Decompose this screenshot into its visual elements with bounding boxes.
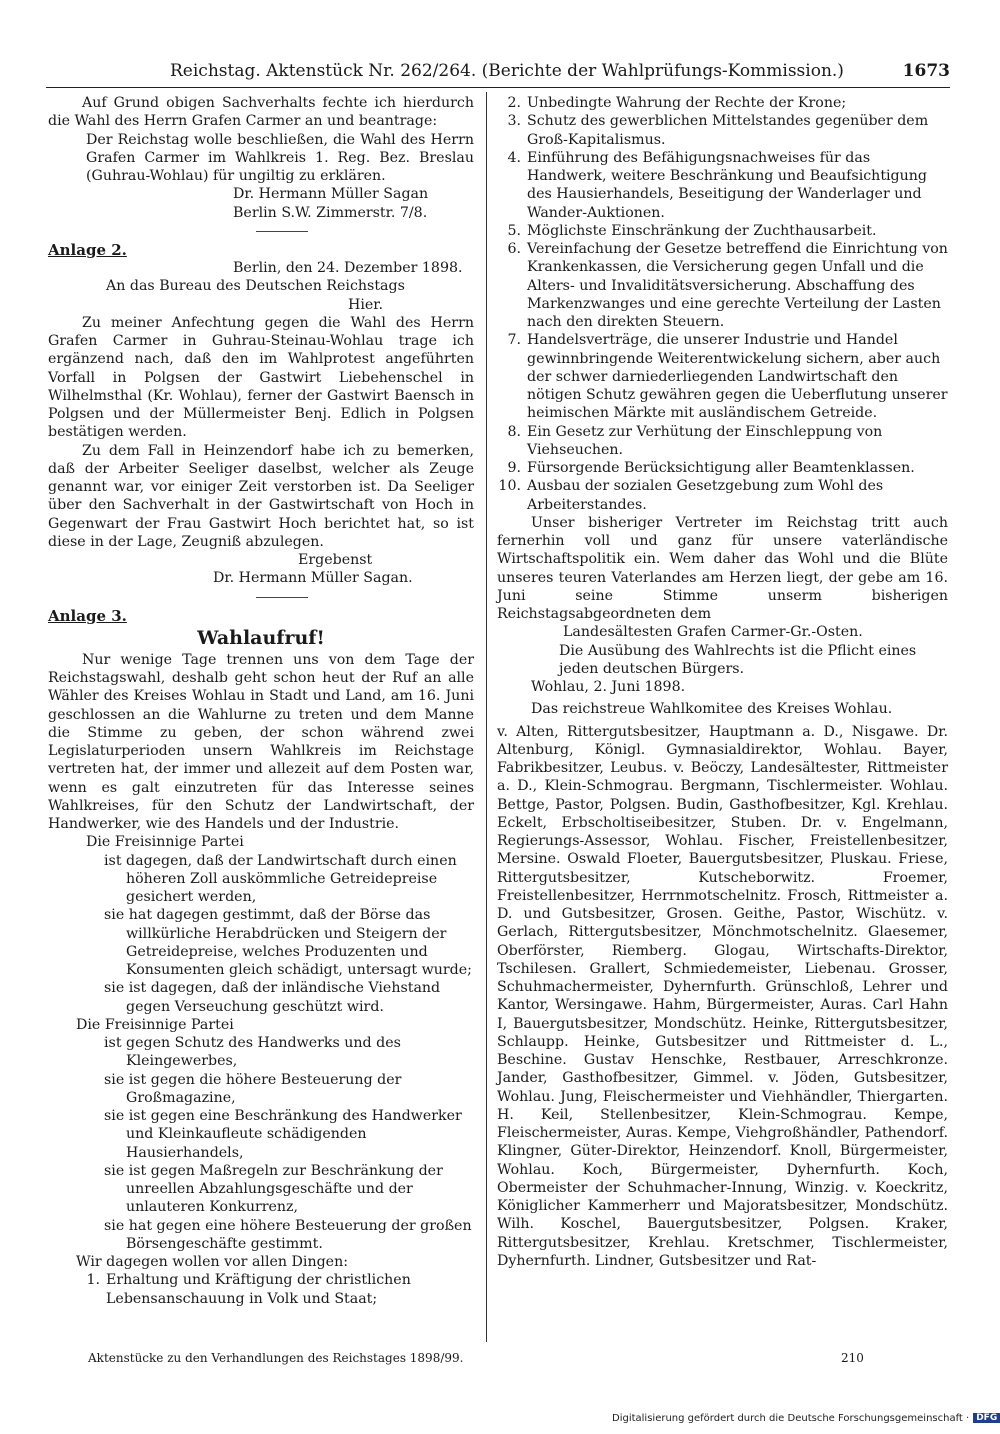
program-item-number: 6. (507, 241, 521, 257)
program-item-number: 3. (507, 113, 521, 130)
program-item-text: Ausbau der sozialen Gesetzgebung zum Wohl des Arbeiterstandes. (527, 478, 884, 513)
letter-signature: Dr. Hermann Müller Sagan. (213, 570, 413, 587)
appeal-heading: Wahlaufruf! (197, 626, 325, 649)
appeal-paragraph: Nur wenige Tage trennen uns von dem Tage der Reichstagswahl, deshalb geht schon heut der Ruf an alle Wähler des Kreises Wohlau in Stadt und Land, am 16. Juni geschlossen an die Wahlurne zu treten und dem Manne die Stimme zu geben, der schon während zwei Legislaturperioden unsern Wahlkreis im Reichstage vertreten hat, der immer und allezeit auf dem Posten war, wenn es galt einzutreten für das Interesse seines Wahlkreises, für den Schutz der Landwirtschaft, der Handwerker, wie des Handels und der Industrie. (48, 651, 474, 832)
party-2-label: Die Freisinnige Partei (76, 1016, 234, 1033)
program-item (497, 94, 948, 112)
signature-address: Berlin S.W. Zimmerstr. 7/8. (233, 204, 428, 221)
program-item (497, 112, 948, 149)
section-divider (256, 231, 308, 232)
footer-source: Aktenstücke zu den Verhandlungen des Reichstages 1898/99. (88, 1351, 464, 1365)
committee-heading: Das reichstreue Wahlkomitee des Kreises Wohlau. (531, 701, 893, 718)
letter-paragraph-2: Zu dem Fall in Heinzendorf habe ich zu bemerken, daß der Arbeiter Seeliger daselbst, welcher als Zeuge genannt war, vor einiger Zeit verstorben ist. Da Seeliger über den Sachverhalt in der Gastwirtschaft von Hoch in Gegenwart der Frau Gastwirt Hoch berichtet hat, so ist diese in der Lage, Zeugniß abzulegen. (48, 442, 474, 550)
committee-members: v. Alten, Rittergutsbesitzer, Hauptmann a. D., Nisgawe. Dr. Altenburg, Königl. Gymnasialdirektor, Wohlau. Bayer, Fabrikbesitzer, Leubus. v. Beöczy, Landesältester, Rittmeister a. D., Klein-Schmograu. Bergmann, Tischlermeister. Wohlau. Bettge, Pastor, Polgsen. Budin, Gasthofbesitzer, Kgl. Krehlau. Eckelt, Erbscholtiseibesitzer, Stuben. Dr. v. Engelmann, Regierungs-Assessor, Wohlau. Fischer, Freistellenbesitzer, Mersine. Oswald Floeter, Bauergutsbesitzer, Pluskau. Friese, Rittergutsbesitzer, Kutscheborwitz. Froemer, Freistellenbesitzer, Herrnmotschelnitz. Frosch, Rittmeister a. D. und Gutsbesitzer, Grosen. Geithe, Pastor, Wischütz. v. Gerlach, Rittergutsbesitzer, Mönchmotschelnitz. Glaesemer, Oberförster, Riemberg. Glogau, Wirtschafts-Direktor, Tschilesen. Grallert, Schmiedemeister, Liebenau. Grosser, Schuhmachermeister, Dyhernfurth. Grünschloß, Lehrer und Kantor, Wersingawe. Hahm, Bürgermeister, Auras. Carl Hahn I, Bauergutsbesitzer, Mondschütz. Heinke, Rittergutsbesitzer, Schlaupp. Heinke, Gutsbesitzer und Rittmeister d. L., Beschine. Gustav Henschke, Restbauer, Arreschkronze. Jander, Gasthofbesitzer, Gimmel. v. Jöden, Gutsbesitzer, Wohlau. Jung, Fleischermeister und Viehhändler, Thiergarten. H. Keil, Stellenbesitzer, Klein-Schmograu. Kempe, Fleischermeister, Auras. Kempe, Viehgroßhändler, Pathendorf. Klingner, Güter-Direktor, Heinzendorf. Knoll, Bürgermeister, Wohlau. Koch, Bürgermeister, Dyhernfurth. Koch, Obermeister der Schuhmacher-Innung, Winzig. v. Koeckritz, Königlicher Kammerherr und Majoratsbesitzer, Mondschütz. Wilh. Koschel, Bauergutsbesitzer, Polgsen. Kraker, Rittergutsbesitzer, Krehlau. Kretschmer, Tischlermeister, Dyhernfurth. Lindner, Gutsbesitzer und Rat- (497, 723, 948, 1269)
party-2-item: sie ist gegen die höhere Besteuerung der Großmagazine, (104, 1071, 402, 1106)
program-item-number: 4. (507, 149, 521, 166)
party-1-item: sie ist dagegen, daß der inländische Viehstand gegen Verseuchung geschützt wird. (104, 980, 441, 1015)
party-2-item: sie ist gegen Maßregeln zur Beschränkung der unreellen Abzahlungsgeschäfte und der unlauteren Konkurrenz, (104, 1162, 443, 1216)
program-item (497, 222, 948, 240)
party-2-item: sie ist gegen eine Beschränkung des Handwerker und Kleinkaufleute schädigenden Hausierhandels, (104, 1108, 462, 1161)
program-item-number: 2. (507, 95, 521, 111)
program-intro: Wir dagegen wollen vor allen Dingen: (76, 1254, 348, 1270)
program-item-number: 8. (507, 423, 521, 440)
letter-addressee: An das Bureau des Deutschen Reichstags (106, 278, 405, 295)
program-item-number: 9. (507, 460, 521, 476)
program-item-number: 7. (507, 332, 521, 349)
running-header (46, 56, 950, 86)
program-item (497, 459, 948, 477)
program-item-text: Erhaltung und Kräftigung der christlichen Lebensanschauung in Volk und Staat; (106, 1272, 411, 1307)
program-item (497, 240, 948, 331)
party-1-item: sie hat dagegen gestimmt, daß der Börse das willkürliche Herabdrücken und Steigern der Getreidepreise, welches Produzenten und Konsumenten gleich schädigt, untersagt wurde; (104, 907, 472, 978)
program-item-text: Handelsverträge, die unserer Industrie und Handel gewinnbringende Weiterentwickelung sichern, aber auch der schwer darniederliegenden Landwirtschaft den nötigen Schutz gewähren gegen die Ueberflutung unserer heimischen Märkte mit ausländischem Getreide. (527, 332, 948, 422)
motion-text: Der Reichstag wolle beschließen, die Wahl des Herrn Grafen Carmer im Wahlkreis 1. Reg. Bez. Breslau (Guhrau-Wohlau) für ungiltig zu erklären. (86, 131, 474, 184)
column-rule (486, 92, 487, 1342)
signature-name: Dr. Hermann Müller Sagan (233, 186, 429, 203)
program-item-text: Ein Gesetz zur Verhütung der Einschleppung von Viehseuchen. (527, 423, 883, 458)
representative-paragraph: Unser bisheriger Vertreter im Reichstag tritt auch fernerhin voll und ganz für unsere vaterländische Wirtschaftspolitik ein. Wem daher das Wohl und die Blüte unseres teuren Vaterlandes am Herzen liegt, der gebe am 16. Juni seine Stimme unserm bisherigen Reichstagsabgeordneten dem (497, 514, 948, 622)
party-2-item: ist gegen Schutz des Handwerks und des Kleingewerbes, (104, 1035, 401, 1070)
program-item (497, 331, 948, 422)
page-number: 1673 (902, 61, 950, 81)
letter-date: Berlin, den 24. Dezember 1898. (233, 260, 463, 276)
dfg-logo: DFG (973, 1413, 1000, 1423)
program-item-number: 5. (507, 222, 521, 239)
anlage-3-heading: Anlage 3. (48, 606, 127, 625)
closing-salutation: Ergebenst (298, 552, 373, 568)
party-2-item: sie hat gegen eine höhere Besteuerung der großen Börsengeschäfte gestimmt. (104, 1217, 472, 1252)
program-item-text: Vereinfachung der Gesetze betreffend die Einrichtung von Krankenkassen, die Versicherung gegen Unfall und die Alters- und Invaliditätsversicherung. Abschaffung des Markenzwanges und eine gerechte Verteilung der Lasten nach den direkten Steuern. (527, 241, 948, 330)
letter-paragraph-1: Zu meiner Anfechtung gegen die Wahl des Herrn Grafen Carmer in Guhrau-Steinau-Wohlau trage ich ergänzend nach, daß den im Wahlprotest angeführten Vorfall in Polgsen der Gastwirt Liebehenschel in Wilhelmsthal (Kr. Wohlau), ferner der Gastwirt Baensch in Polgsen und der Müllermeister Benj. Edlich in Polgsen bestätigen werden. (48, 314, 474, 441)
right-column (497, 94, 948, 1270)
program-item-number: 10. (498, 478, 521, 495)
party-1-label: Die Freisinnige Partei (86, 834, 244, 851)
header-title: Reichstag. Aktenstück Nr. 262/264. (Berichte der Wahlprüfungs-Kommission.) (170, 61, 844, 81)
party-1-item: ist dagegen, daß der Landwirtschaft durch einen höheren Zoll auskömmliche Getreidepreise gesichert werden, (104, 852, 457, 905)
intro-paragraph: Auf Grund obigen Sachverhalts fechte ich hierdurch die Wahl des Herrn Grafen Carmer an und beantrage: (48, 95, 474, 130)
program-item-text: Schutz des gewerblichen Mittelstandes gegenüber dem Groß-Kapitalismus. (527, 113, 929, 148)
program-item-text: Möglichste Einschränkung der Zuchthausarbeit. (527, 222, 877, 239)
program-item (497, 149, 948, 222)
left-column (48, 94, 474, 1308)
digitization-credit (612, 1413, 1000, 1424)
letter-place: Hier. (348, 296, 384, 313)
digitization-credit-text: Digitalisierung gefördert durch die Deutsche Forschungsgemeinschaft · (612, 1413, 970, 1424)
program-item-text: Fürsorgende Berücksichtigung aller Beamtenklassen. (527, 460, 915, 476)
appeal-date: Wohlau, 2. Juni 1898. (531, 679, 686, 695)
candidate-name: Landesältesten Grafen Carmer-Gr.-Osten. (563, 624, 863, 641)
program-item-number: 1. (86, 1272, 100, 1289)
header-rule (46, 87, 950, 88)
duty-statement: Die Ausübung des Wahlrechts ist die Pflicht eines jeden deutschen Bürgers. (559, 642, 917, 677)
program-item (48, 1271, 474, 1308)
section-divider (256, 597, 308, 598)
anlage-2-heading: Anlage 2. (48, 240, 127, 259)
footer-sheet-number: 210 (841, 1351, 864, 1365)
program-item (497, 477, 948, 514)
program-item (497, 423, 948, 460)
program-list (497, 94, 948, 514)
program-item-text: Einführung des Befähigungsnachweises für das Handwerk, weitere Beschränkung und Beaufsichtigung des Hausierhandels, Beseitigung der Wanderlager und Wander-Auktionen. (527, 149, 927, 221)
program-item-text: Unbedingte Wahrung der Rechte der Krone; (527, 95, 847, 111)
